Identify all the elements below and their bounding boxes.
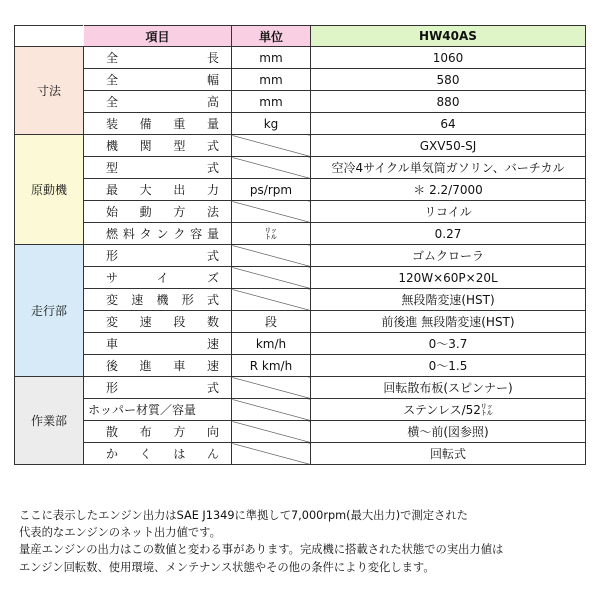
item-char: 進 [139, 359, 152, 373]
table-row [15, 135, 586, 157]
table-row [15, 47, 586, 69]
item-char: 速 [131, 293, 144, 307]
group-label: 作業部 [15, 377, 84, 465]
item-cell [84, 113, 232, 135]
unit-cell: ps/rpm [232, 179, 311, 201]
item-char: 量 [206, 227, 219, 241]
header-blank-cell [15, 26, 84, 47]
unit-cell: mm [232, 69, 311, 91]
item-char: 形 [181, 293, 194, 307]
item-cell [84, 223, 232, 245]
value-cell: ステンレス/52㍑ [311, 399, 586, 421]
table-header-row [15, 26, 586, 47]
unit-cell: kg [232, 113, 311, 135]
item-cell [84, 47, 232, 69]
header-model: HW40AS [311, 26, 586, 47]
value-cell: 回転散布板(スピンナー) [311, 377, 586, 399]
table-row [15, 399, 586, 421]
unit-cell: km/h [232, 333, 311, 355]
item-cell [84, 245, 232, 267]
item-cell [84, 333, 232, 355]
item-char: 料 [122, 227, 135, 241]
table-row [15, 245, 586, 267]
spec-table-body [15, 47, 586, 465]
item-char: 方 [173, 205, 186, 219]
item-char: 式 [206, 381, 219, 395]
item-char: ン [156, 227, 169, 241]
unit-cell [232, 245, 311, 267]
item-char: 速 [139, 315, 152, 329]
value-cell: 横〜前(図参照) [311, 421, 586, 443]
header-item: 項目 [84, 26, 232, 47]
table-row [15, 113, 586, 135]
item-char: 変 [106, 315, 119, 329]
unit-cell: ㍑ [232, 223, 311, 245]
item-char: 型 [106, 161, 119, 175]
value-cell: 空冷4サイクル単気筒ガソリン、バーチカル [311, 157, 586, 179]
item-char: 量 [206, 117, 219, 131]
item-char: 備 [139, 117, 152, 131]
item-char: 形 [106, 381, 119, 395]
unit-cell [232, 399, 311, 421]
item-char: タ [139, 227, 152, 241]
item-char: 散 [106, 425, 119, 439]
item-char: は [173, 447, 186, 461]
unit-cell [232, 421, 311, 443]
unit-cell [232, 377, 311, 399]
value-cell: 回転式 [311, 443, 586, 465]
item-char: 型 [173, 139, 186, 153]
item-char: 式 [206, 249, 219, 263]
item-cell [84, 157, 232, 179]
value-cell: GXV50-SJ [311, 135, 586, 157]
item-char: か [106, 447, 119, 461]
item-char: 機 [106, 139, 119, 153]
value-cell: 0〜3.7 [311, 333, 586, 355]
value-cell: 無段階変速(HST) [311, 289, 586, 311]
item-char: く [139, 447, 152, 461]
item-char: 全 [106, 73, 119, 87]
item-char: ク [173, 227, 186, 241]
item-cell [84, 135, 232, 157]
value-cell: 前後進 無段階変速(HST) [311, 311, 586, 333]
item-cell [84, 289, 232, 311]
item-char: 全 [106, 95, 119, 109]
value-cell: ＊ 2.2/7000 [311, 179, 586, 201]
footnotes [19, 507, 503, 576]
table-row [15, 91, 586, 113]
footnote-line: エンジン回転数、使用環境、メンテナンス状態やその他の条件により変化します。 [19, 560, 435, 574]
item-char: 出 [173, 183, 186, 197]
item-char: 始 [106, 205, 119, 219]
item-cell [84, 421, 232, 443]
unit-cell: 段 [232, 311, 311, 333]
table-row [15, 289, 586, 311]
table-row [15, 201, 586, 223]
unit-cell [232, 201, 311, 223]
table-row [15, 311, 586, 333]
item-char: 布 [139, 425, 152, 439]
item-char: 機 [156, 293, 169, 307]
value-cell: 1060 [311, 47, 586, 69]
item-char: ホッパー材質／容量 [88, 403, 197, 417]
item-char: 式 [206, 293, 219, 307]
item-cell [84, 69, 232, 91]
table-row [15, 179, 586, 201]
item-char: 車 [173, 359, 186, 373]
table-row [15, 157, 586, 179]
item-char: 向 [206, 425, 219, 439]
unit-cell [232, 157, 311, 179]
table-row [15, 377, 586, 399]
item-char: 式 [206, 161, 219, 175]
item-char: ズ [206, 271, 219, 285]
item-char: 関 [139, 139, 152, 153]
item-cell [84, 91, 232, 113]
footnote-line: 量産エンジンの出力はこの数値と変わる事があります。完成機に搭載された状態での実出力値は [19, 543, 504, 557]
item-cell [84, 443, 232, 465]
item-char: 高 [206, 95, 219, 109]
item-cell [84, 355, 232, 377]
item-char: 力 [206, 183, 219, 197]
item-char: イ [156, 271, 169, 285]
value-cell: 0〜1.5 [311, 355, 586, 377]
item-char: 方 [173, 425, 186, 439]
value-cell: 64 [311, 113, 586, 135]
item-cell [84, 267, 232, 289]
value-cell: 0.27 [311, 223, 586, 245]
item-char: 法 [206, 205, 219, 219]
spec-table [14, 25, 586, 465]
item-char: 燃 [106, 227, 119, 241]
table-row [15, 223, 586, 245]
item-char: ん [206, 447, 219, 461]
unit-cell [232, 267, 311, 289]
unit-cell [232, 289, 311, 311]
table-row [15, 333, 586, 355]
item-char: 形 [106, 249, 119, 263]
footnote-line: 代表的なエンジンのネット出力値です。 [19, 526, 221, 540]
item-char: 車 [106, 337, 119, 351]
item-char: 全 [106, 51, 119, 65]
item-char: 大 [139, 183, 152, 197]
footnote-line: ここに表示したエンジン出力はSAE J1349に準拠して7,000rpm(最大出力)で測定された [19, 509, 468, 522]
table-row [15, 69, 586, 91]
table-row [15, 421, 586, 443]
unit-cell: mm [232, 91, 311, 113]
item-char: 幅 [206, 73, 219, 87]
group-label: 走行部 [15, 245, 84, 377]
value-cell: 120W×60P×20L [311, 267, 586, 289]
item-char: 段 [173, 315, 186, 329]
item-char: 速 [206, 337, 219, 351]
item-char: 速 [206, 359, 219, 373]
item-cell [84, 377, 232, 399]
item-cell [84, 201, 232, 223]
item-char: 長 [206, 51, 219, 65]
item-char: 装 [106, 117, 119, 131]
item-char: 数 [206, 315, 219, 329]
unit-cell: R km/h [232, 355, 311, 377]
item-char: 変 [106, 293, 119, 307]
value-cell: リコイル [311, 201, 586, 223]
group-label: 寸法 [15, 47, 84, 135]
table-row [15, 443, 586, 465]
value-cell: 880 [311, 91, 586, 113]
unit-cell: mm [232, 47, 311, 69]
item-cell [84, 311, 232, 333]
item-char: 後 [106, 359, 119, 373]
item-char: 式 [206, 139, 219, 153]
item-char: 重 [173, 117, 186, 131]
item-char: 動 [139, 205, 152, 219]
group-label: 原動機 [15, 135, 84, 245]
unit-cell [232, 135, 311, 157]
unit-cell [232, 443, 311, 465]
value-cell: 580 [311, 69, 586, 91]
value-cell: ゴムクローラ [311, 245, 586, 267]
table-row [15, 355, 586, 377]
item-char: 最 [106, 183, 119, 197]
item-char: 容 [190, 227, 203, 241]
item-cell [84, 399, 232, 421]
item-char: サ [106, 271, 119, 285]
header-unit: 単位 [232, 26, 311, 47]
item-cell [84, 179, 232, 201]
table-row [15, 267, 586, 289]
